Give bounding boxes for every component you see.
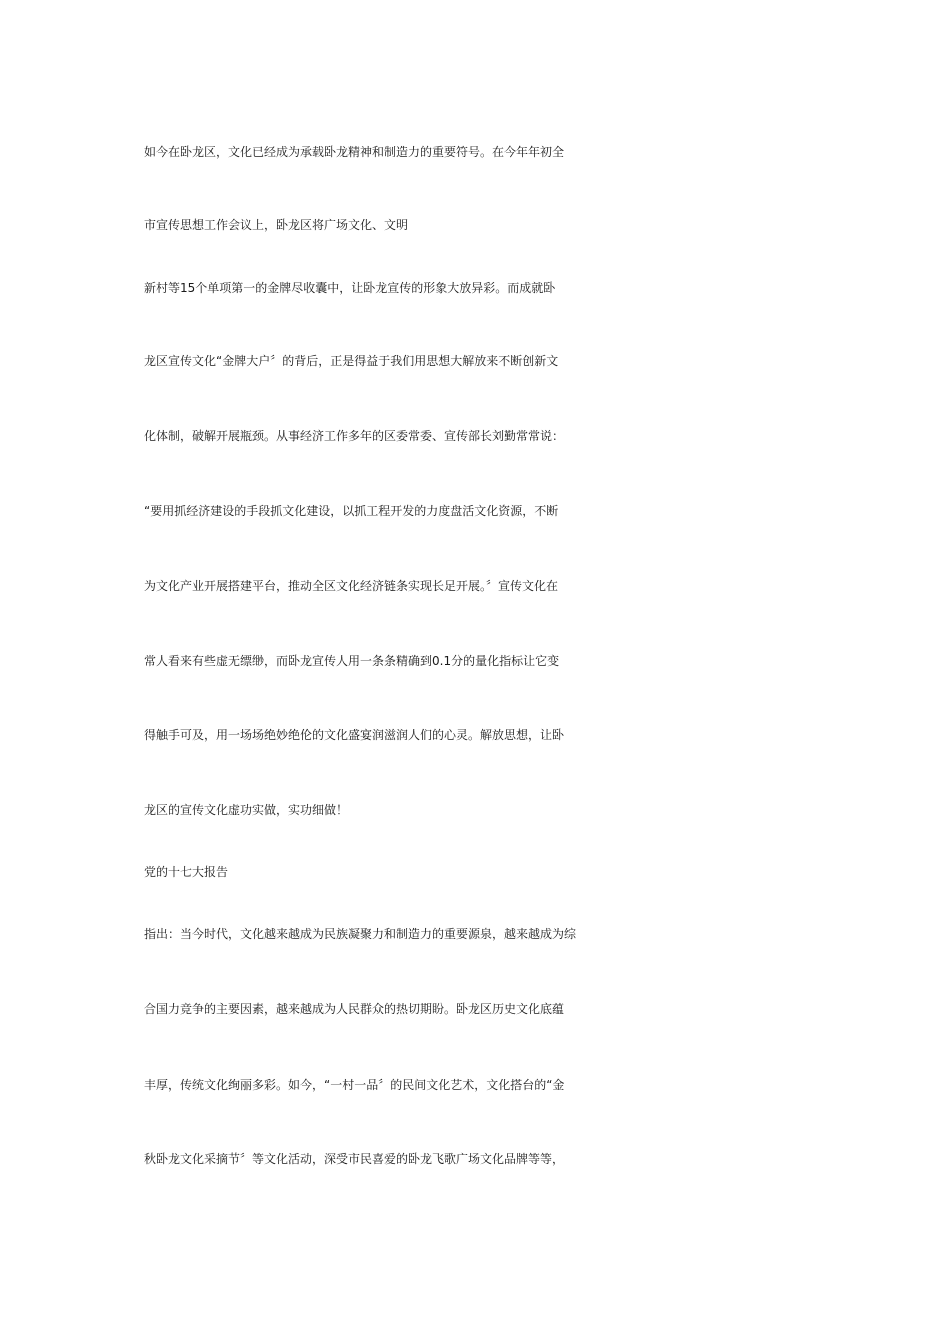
text-line: 龙区的宣传文化虚功实做，实功细做！ — [144, 803, 349, 817]
text-line: 合国力竞争的主要因素，越来越成为人民群众的热切期盼。卧龙区历史文化底蕴 — [144, 1002, 565, 1016]
text-line: 为文化产业开展搭建平台，推动全区文化经济链条实现长足开展。〞宣传文化在 — [144, 579, 559, 593]
text-line: 指出：当今时代，文化越来越成为民族凝聚力和制造力的重要源泉，越来越成为综 — [144, 927, 577, 941]
text-line: 如今在卧龙区，文化已经成为承载卧龙精神和制造力的重要符号。在今年年初全 — [144, 145, 565, 159]
text-line: 得触手可及，用一场场绝妙绝伦的文化盛宴润滋润人们的心灵。解放思想，让卧 — [144, 728, 565, 742]
text-line: 丰厚，传统文化绚丽多彩。如今，“一村一品〞的民间文化艺术，文化搭台的“金 — [144, 1078, 565, 1092]
text-line: 市宣传思想工作会议上，卧龙区将广场文化、文明 — [144, 218, 409, 232]
text-line: 化体制，破解开展瓶颈。从事经济工作多年的区委常委、宣传部长刘勤常常说： — [144, 429, 565, 443]
text-line: 常人看来有些虚无缥缈，而卧龙宣传人用一条条精确到0.1分的量化指标让它变 — [144, 654, 560, 668]
text-line: 新村等15个单项第一的金牌尽收囊中，让卧龙宣传的形象大放异彩。而成就卧 — [144, 281, 556, 295]
text-line: 龙区宣传文化“金牌大户〞的背后，正是得益于我们用思想大解放来不断创新文 — [144, 354, 559, 368]
text-line: “要用抓经济建设的手段抓文化建设，以抓工程开发的力度盘活文化资源，不断 — [144, 504, 559, 518]
text-line: 秋卧龙文化采摘节〞等文化活动，深受市民喜爱的卧龙飞歌广场文化品牌等等， — [144, 1152, 565, 1166]
section-heading: 党的十七大报告 — [144, 865, 229, 879]
